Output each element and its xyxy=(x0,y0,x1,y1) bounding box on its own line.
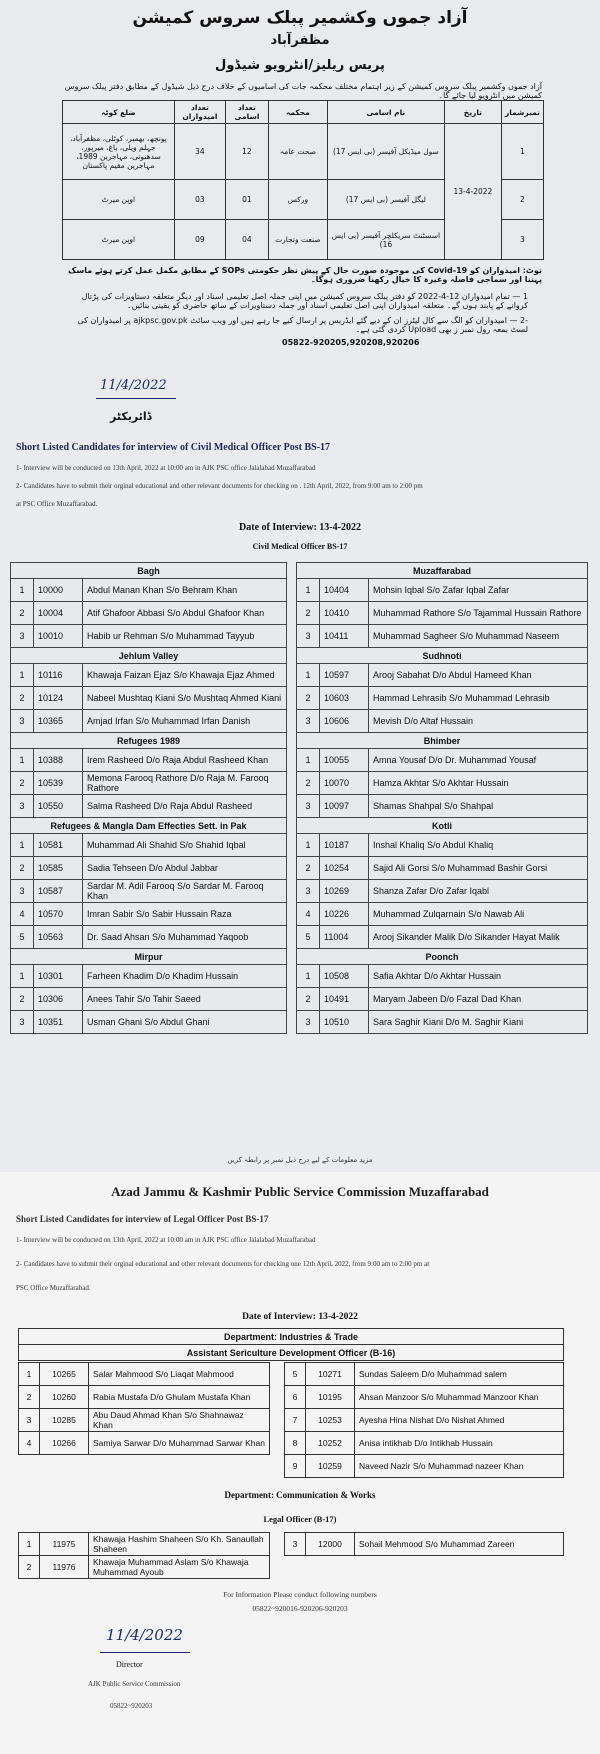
table-row xyxy=(297,926,588,949)
table-cell: اوپن میرٹ xyxy=(63,220,175,260)
instruction-2: 2- Candidates have to submit their orginal educational and other relevant documents for checking on . 12th April, 2022, from 9:00 am to 2:00 pm xyxy=(16,482,423,490)
roll-number: 10195 xyxy=(306,1386,355,1409)
candidate-name: Muhammad Rathore S/o Tajammal Hussain Rathore xyxy=(369,602,588,625)
col-header: ضلع کوٹہ xyxy=(63,101,175,124)
candidate-name: Maryam Jabeen D/o Fazal Dad Khan xyxy=(369,988,588,1011)
col-header: نمبرشمار xyxy=(501,101,543,124)
table-row xyxy=(297,834,588,857)
table-cell: 01 xyxy=(225,180,268,220)
candidate-name: Muhammad Zulqarnain S/o Nawab Ali xyxy=(369,903,588,926)
table-row xyxy=(297,710,588,733)
candidate-name: Imran Sabir S/o Sabir Hussain Raza xyxy=(83,903,287,926)
candidate-name: Shanza Zafar D/o Zafar Iqabl xyxy=(369,880,588,903)
candidate-name: Abu Daud Ahmad Khan S/o Shahnawaz Khan xyxy=(89,1409,270,1432)
table-cell: 1 xyxy=(501,124,543,180)
table-row xyxy=(11,988,287,1011)
roll-number: 10365 xyxy=(34,710,83,733)
signature-date: 11/4/2022 xyxy=(106,1626,183,1644)
table-row xyxy=(19,1386,270,1409)
serial-number: 1 xyxy=(11,749,34,772)
table-row xyxy=(297,880,588,903)
legal-shortlist-page xyxy=(0,1172,600,1754)
table-cell: لیگل آفیسر (بی ایس 17) xyxy=(327,180,444,220)
table-cell: صنعت وتجارت xyxy=(268,220,327,260)
post-label: Legal Officer (B-17) xyxy=(263,1514,337,1524)
candidate-name: Usman Ghani S/o Abdul Ghani xyxy=(83,1011,287,1034)
serial-number: 3 xyxy=(297,625,320,648)
serial-number: 2 xyxy=(19,1556,40,1579)
serial-number: 2 xyxy=(297,988,320,1011)
serial-number: 3 xyxy=(285,1533,306,1556)
table-row xyxy=(285,1455,564,1478)
table-row xyxy=(285,1409,564,1432)
table-row xyxy=(11,625,287,648)
candidate-name: Nabeel Mushtaq Kiani S/o Mushtaq Ahmed Kiani xyxy=(83,687,287,710)
info-line: For Information Please conduct following numbers xyxy=(223,1590,377,1599)
table-cell: 3 xyxy=(501,220,543,260)
table-row xyxy=(11,687,287,710)
post-title: Civil Medical Officer BS-17 xyxy=(252,542,348,551)
serial-number: 9 xyxy=(285,1455,306,1478)
candidate-name: Anees Tahir S/o Tahir Saeed xyxy=(83,988,287,1011)
roll-number: 10010 xyxy=(34,625,83,648)
office-name: AJK Public Service Commission xyxy=(88,1680,181,1688)
table-row xyxy=(297,602,588,625)
legal-right-table xyxy=(284,1532,564,1556)
table-cell: پونچھ، بھمبر، کوٹلی، مظفرآباد، جہلم ویلی، باغ، میرپور، سدھنوتی، مہاجرین 1989، مہاجرین مقیم پاکستان xyxy=(63,124,175,180)
instruction-3: at PSC Office Muzaffarabad. xyxy=(16,500,98,508)
serial-number: 3 xyxy=(19,1409,40,1432)
roll-number: 10301 xyxy=(34,965,83,988)
candidate-name: Sundas Saleem D/o Muhammad salem xyxy=(355,1363,564,1386)
roll-number: 10116 xyxy=(34,664,83,687)
table-cell: 03 xyxy=(174,180,225,220)
table-row xyxy=(11,749,287,772)
serial-number: 4 xyxy=(19,1432,40,1455)
table-row xyxy=(297,795,588,818)
candidate-name: Muhammad Ali Shahid S/o Shahid Iqbal xyxy=(83,834,287,857)
serial-number: 2 xyxy=(297,857,320,880)
table-row xyxy=(11,926,287,949)
candidate-name: Hammad Lehrasib S/o Muhammad Lehrasib xyxy=(369,687,588,710)
table-row xyxy=(297,664,588,687)
roll-number: 10070 xyxy=(320,772,369,795)
serial-number: 3 xyxy=(11,1011,34,1034)
serial-number: 4 xyxy=(297,903,320,926)
roll-number: 10510 xyxy=(320,1011,369,1034)
serial-number: 2 xyxy=(297,602,320,625)
table-row xyxy=(285,1363,564,1386)
serial-number: 2 xyxy=(11,988,34,1011)
signatory-title: Director xyxy=(116,1660,143,1669)
serial-number: 1 xyxy=(11,579,34,602)
district-header: Bagh xyxy=(11,563,287,579)
col-header: تعداد اسامی xyxy=(225,101,268,124)
candidate-name: Atif Ghafoor Abbasi S/o Abdul Ghafoor Khan xyxy=(83,602,287,625)
col-header: تاریخ xyxy=(444,101,501,124)
candidate-name: Salma Rasheed D/o Raja Abdul Rasheed xyxy=(83,795,287,818)
table-row xyxy=(19,1556,270,1579)
industries-band xyxy=(18,1328,564,1361)
table-cell: 34 xyxy=(174,124,225,180)
serial-number: 3 xyxy=(297,795,320,818)
signature-line xyxy=(96,398,176,399)
table-row xyxy=(11,664,287,687)
candidate-name: Rabia Mustafa D/o Ghulam Mustafa Khan xyxy=(89,1386,270,1409)
roll-number: 10351 xyxy=(34,1011,83,1034)
cmo-left-table xyxy=(10,562,287,1034)
table-row xyxy=(297,903,588,926)
urdu-intro: آزاد جموں وکشمیر پبلک سروس کمیشن کے زیر اہتمام مختلف محکمہ جات کی اسامیوں کے خلاف درج ذیل شیڈول کے مطابق دفتر پبلک سروس کمیشن میں انٹرویو لیا جائے گا۔ xyxy=(64,82,542,100)
candidate-name: Mohsin Iqbal S/o Zafar Iqbal Zafar xyxy=(369,579,588,602)
serial-number: 3 xyxy=(11,625,34,648)
urdu-press-release xyxy=(0,0,600,432)
roll-number: 10252 xyxy=(306,1432,355,1455)
roll-number: 10570 xyxy=(34,903,83,926)
urdu-subtitle: پریس ریلیز/انٹرویو شیڈول xyxy=(215,58,385,73)
district-header: Sudhnoti xyxy=(297,648,588,664)
district-header: Kotli xyxy=(297,818,588,834)
table-row xyxy=(11,834,287,857)
table-row xyxy=(285,1533,564,1556)
note-text: امیدواران کو الگ سے کال لیٹرز ان کے دیے گئے ایڈریس پر ارسال کیے جا رہے ہیں اور ویب سائٹ ajkpsc.gov.pk پر امیدواران کی لسٹ بمعہ رول نمبر ز بھی Upload کردی گئی ہے۔ xyxy=(77,316,528,334)
legal-left-table xyxy=(18,1532,270,1579)
district-header: Muzaffarabad xyxy=(297,563,588,579)
serial-number: 2 xyxy=(19,1386,40,1409)
org-title: Azad Jammu & Kashmir Public Service Commission Muzaffarabad xyxy=(111,1184,489,1199)
candidate-name: Khawaja Faizan Ejaz S/o Khawaja Ejaz Ahmed xyxy=(83,664,287,687)
instruction-2: 2- Candidates have to submit their orginal educational and other relevant documents for checking one 12th April, 2022, from 9:00 am to 2:00 pm at xyxy=(16,1260,430,1268)
candidate-name: Samiya Sarwar D/o Muhammad Sarwar Khan xyxy=(89,1432,270,1455)
serial-number: 3 xyxy=(297,710,320,733)
roll-number: 10306 xyxy=(34,988,83,1011)
table-row xyxy=(11,602,287,625)
candidate-name: Arooj Sabahat D/o Abdul Hameed Khan xyxy=(369,664,588,687)
table-cell: صحت عامہ xyxy=(268,124,327,180)
table-row xyxy=(19,1409,270,1432)
urdu-notes: نوٹ: امیدواران کو Covid-19 کی موجودہ صورت حال کے پیش نظر حکومتی SOPs کے مطابق مکمل عمل کرتے ہوئے ماسک پہننا اور سماجی فاصلہ وغیرہ کا خیال رکھنا ضروری ہوگا۔ 1 — تمام امیدواران 12-4-2022 کو دفتر پبلک سروس کمیشن میں اپنی جملہ اصل تعلیمی اسناد اور دیگر متعلقہ دستاویزات کی پڑتال کروانے کے پابند ہوں گے۔ متعلقہ امیدواران اپنی اصل تعلیمی اسناد اور جملہ دستاویزات کے ساتھ حاضری کو یقینی بنائیں۔ -2 — امیدواران کو الگ سے کال لیٹرز ان کے دیے گئے ایڈریس پر ارسال کیے جا رہے ہیں اور ویب سائٹ ajkpsc.gov.pk پر امیدواران کی لسٹ بمعہ رول نمبر ز بھی Upload کردی گئی ہے۔ 05822-920205,920208,920206 xyxy=(62,266,542,347)
candidate-name: Hamza Akhtar S/o Akhtar Hussain xyxy=(369,772,588,795)
table-row xyxy=(297,749,588,772)
signature-line xyxy=(100,1652,190,1653)
serial-number: 2 xyxy=(11,687,34,710)
candidate-name: Khawaja Hashim Shaheen S/o Kh. Sanaullah Shaheen xyxy=(89,1533,270,1556)
candidate-name: Sohail Mehmood S/o Muhammad Zareen xyxy=(355,1533,564,1556)
cmo-right-table xyxy=(296,562,588,1034)
roll-number: 10508 xyxy=(320,965,369,988)
page-footer: مزید معلومات کے لیے درج ذیل نمبر پر رابطہ کریں xyxy=(227,1156,373,1164)
signature-date: 11/4/2022 xyxy=(100,378,167,393)
roll-number: 10410 xyxy=(320,602,369,625)
instruction-3: PSC Office Muzaffarabad. xyxy=(16,1284,91,1292)
table-row xyxy=(297,687,588,710)
table-cell: ورکس xyxy=(268,180,327,220)
table-cell: سول میڈیکل آفیسر (بی ایس 17) xyxy=(327,124,444,180)
candidate-name: Sadia Tehseen D/o Abdul Jabbar xyxy=(83,857,287,880)
serial-number: 1 xyxy=(11,834,34,857)
urdu-city: مظفرآباد xyxy=(270,33,330,48)
candidate-name: Amna Yousaf D/o Dr. Muhammad Yousaf xyxy=(369,749,588,772)
candidate-name: Inshal Khaliq S/o Abdul Khaliq xyxy=(369,834,588,857)
candidate-name: Abdul Manan Khan S/o Behram Khan xyxy=(83,579,287,602)
serial-number: 2 xyxy=(297,687,320,710)
serial-number: 7 xyxy=(285,1409,306,1432)
note-main: امیدواران کو Covid-19 کی موجودہ صورت حال کے پیش نظر حکومتی SOPs کے مطابق مکمل عمل کرتے ہوئے ماسک پہننا اور سماجی فاصلہ وغیرہ کا خیال رکھنا ضروری ہوگا۔ xyxy=(68,266,542,284)
table-row xyxy=(11,1011,287,1034)
district-header: Refugees 1989 xyxy=(11,733,287,749)
serial-number: 1 xyxy=(297,834,320,857)
serial-number: 5 xyxy=(11,926,34,949)
district-header: Jehlum Valley xyxy=(11,648,287,664)
candidate-name: Sardar M. Adil Farooq S/o Sardar M. Farooq Khan xyxy=(83,880,287,903)
interview-date: 13-4-2022 xyxy=(444,124,501,260)
candidate-name: Mevish D/o Altaf Hussain xyxy=(369,710,588,733)
interview-date: Date of Interview: 13-4-2022 xyxy=(242,1312,358,1322)
roll-number: 10404 xyxy=(320,579,369,602)
roll-number: 11976 xyxy=(40,1556,89,1579)
roll-number: 10226 xyxy=(320,903,369,926)
roll-number: 11975 xyxy=(40,1533,89,1556)
col-header: نام اسامی xyxy=(327,101,444,124)
roll-number: 10491 xyxy=(320,988,369,1011)
candidate-name: Ayesha Hina Nishat D/o Nishat Ahmed xyxy=(355,1409,564,1432)
candidate-name: Habib ur Rehman S/o Muhammad Tayyub xyxy=(83,625,287,648)
district-header: Poonch xyxy=(297,949,588,965)
sericulture-right-table xyxy=(284,1362,564,1478)
roll-number: 10271 xyxy=(306,1363,355,1386)
serial-number: 5 xyxy=(297,926,320,949)
serial-number: 4 xyxy=(11,903,34,926)
serial-number: 5 xyxy=(285,1363,306,1386)
roll-number: 10004 xyxy=(34,602,83,625)
table-row xyxy=(11,965,287,988)
candidate-name: Anisa intikhab D/o Intikhab Hussain xyxy=(355,1432,564,1455)
serial-number: 3 xyxy=(11,710,34,733)
urdu-title: آزاد جموں وکشمیر پبلک سروس کمیشن xyxy=(132,8,468,28)
roll-number: 10585 xyxy=(34,857,83,880)
office-phone: 05822~920203 xyxy=(110,1702,153,1710)
candidate-name: Naveed Nazir S/o Muhammad nazeer Khan xyxy=(355,1455,564,1478)
roll-number: 10260 xyxy=(40,1386,89,1409)
phone-numbers: 05822-920205,920208,920206 xyxy=(282,338,420,347)
roll-number: 10581 xyxy=(34,834,83,857)
table-cell: اسسٹنٹ سریکلچر آفیسر (بی ایس 16) xyxy=(327,220,444,260)
department-label: Department: Industries & Trade xyxy=(19,1329,564,1345)
serial-number: 3 xyxy=(11,880,34,903)
table-row xyxy=(11,903,287,926)
serial-number: 2 xyxy=(11,602,34,625)
note-text: تمام امیدواران 12-4-2022 کو دفتر پبلک سروس کمیشن میں اپنی جملہ اصل تعلیمی اسناد اور دیگر متعلقہ دستاویزات کی پڑتال کروانے کے پابند ہوں گے۔ متعلقہ امیدواران اپنی اصل تعلیمی اسناد اور جملہ دستاویزات کے ساتھ حاضری کو یقینی بنائیں۔ xyxy=(81,292,528,310)
table-row xyxy=(11,880,287,903)
roll-number: 10597 xyxy=(320,664,369,687)
candidate-name: Irem Rasheed D/o Raja Abdul Rasheed Khan xyxy=(83,749,287,772)
serial-number: 1 xyxy=(297,664,320,687)
post-label: Assistant Sericulture Development Officer (B-16) xyxy=(19,1345,564,1361)
roll-number: 10603 xyxy=(320,687,369,710)
table-row xyxy=(11,772,287,795)
roll-number: 10550 xyxy=(34,795,83,818)
serial-number: 1 xyxy=(297,579,320,602)
table-cell: 2 xyxy=(501,180,543,220)
roll-number: 10411 xyxy=(320,625,369,648)
district-header: Mirpur xyxy=(11,949,287,965)
table-row xyxy=(297,988,588,1011)
roll-number: 10253 xyxy=(306,1409,355,1432)
roll-number: 11004 xyxy=(320,926,369,949)
serial-number: 6 xyxy=(285,1386,306,1409)
candidate-name: Arooj Sikander Malik D/o Sikander Hayat Malik xyxy=(369,926,588,949)
info-phones: 05822~920016-920206-920203 xyxy=(252,1604,348,1613)
serial-number: 8 xyxy=(285,1432,306,1455)
candidate-name: Farheen Khadim D/o Khadim Hussain xyxy=(83,965,287,988)
roll-number: 10259 xyxy=(306,1455,355,1478)
table-cell: 04 xyxy=(225,220,268,260)
note-label: نوٹ: xyxy=(522,266,542,275)
urdu-schedule-table xyxy=(62,100,544,260)
roll-number: 10254 xyxy=(320,857,369,880)
serial-number: 2 xyxy=(297,772,320,795)
candidate-name: Sajid Ali Gorsi S/o Muhammad Bashir Gorsi xyxy=(369,857,588,880)
table-row xyxy=(11,579,287,602)
table-row xyxy=(297,965,588,988)
cmo-shortlist-page xyxy=(0,432,600,1172)
serial-number: 3 xyxy=(11,795,34,818)
serial-number: 1 xyxy=(11,664,34,687)
serial-number: 1 xyxy=(297,749,320,772)
table-row xyxy=(11,710,287,733)
department-label: Department: Communication & Works xyxy=(224,1490,376,1500)
table-row xyxy=(297,1011,588,1034)
candidate-name: Safia Akhtar D/o Akhtar Hussain xyxy=(369,965,588,988)
table-cell: 12 xyxy=(225,124,268,180)
roll-number: 10563 xyxy=(34,926,83,949)
serial-number: 3 xyxy=(297,1011,320,1034)
serial-number: 3 xyxy=(297,880,320,903)
serial-number: 2 xyxy=(11,772,34,795)
roll-number: 10187 xyxy=(320,834,369,857)
note-number: -2 xyxy=(520,316,528,325)
signatory-title: ڈائریکٹر xyxy=(110,410,152,423)
serial-number: 2 xyxy=(11,857,34,880)
serial-number: 1 xyxy=(11,965,34,988)
candidate-name: Sara Saghir Kiani D/o M. Saghir Kiani xyxy=(369,1011,588,1034)
sericulture-left-table xyxy=(18,1362,270,1455)
table-row xyxy=(285,1432,564,1455)
table-row xyxy=(297,625,588,648)
candidate-name: Muhammad Sagheer S/o Muhammad Naseem xyxy=(369,625,588,648)
table-row xyxy=(19,1432,270,1455)
roll-number: 10587 xyxy=(34,880,83,903)
roll-number: 10606 xyxy=(320,710,369,733)
roll-number: 10388 xyxy=(34,749,83,772)
table-row xyxy=(297,772,588,795)
roll-number: 10265 xyxy=(40,1363,89,1386)
table-row xyxy=(285,1386,564,1409)
interview-date: Date of Interview: 13-4-2022 xyxy=(239,522,361,533)
table-row xyxy=(11,795,287,818)
roll-number: 10269 xyxy=(320,880,369,903)
roll-number: 10539 xyxy=(34,772,83,795)
roll-number: 10000 xyxy=(34,579,83,602)
candidate-name: Ahsan Manzoor S/o Muhammad Manzoor Khan xyxy=(355,1386,564,1409)
cmo-heading: Short Listed Candidates for interview of Civil Medical Officer Post BS-17 xyxy=(16,442,331,453)
table-row xyxy=(11,857,287,880)
roll-number: 10055 xyxy=(320,749,369,772)
roll-number: 10285 xyxy=(40,1409,89,1432)
table-row xyxy=(19,1363,270,1386)
instruction-1: 1- Interview will be conducted on 13th April, 2022 at 10:00 am in AJK PSC office Jalalabad Muzaffarabad xyxy=(16,464,316,472)
candidate-name: Amjad Irfan S/o Muhammad Irfan Danish xyxy=(83,710,287,733)
note-number: 1 xyxy=(522,292,528,301)
col-header: تعداد امیدواران xyxy=(174,101,225,124)
district-header: Bhimber xyxy=(297,733,588,749)
serial-number: 1 xyxy=(297,965,320,988)
table-row xyxy=(297,857,588,880)
serial-number: 1 xyxy=(19,1363,40,1386)
candidate-name: Salar Mahmood S/o Liaqat Mahmood xyxy=(89,1363,270,1386)
table-row xyxy=(297,579,588,602)
candidate-name: Dr. Saad Ahsan S/o Muhammad Yaqoob xyxy=(83,926,287,949)
legal-heading: Short Listed Candidates for interview of Legal Officer Post BS-17 xyxy=(16,1214,269,1224)
roll-number: 10124 xyxy=(34,687,83,710)
candidate-name: Shamas Shahpal S/o Shahpal xyxy=(369,795,588,818)
table-cell: 09 xyxy=(174,220,225,260)
candidate-name: Memona Farooq Rathore D/o Raja M. Farooq Rathore xyxy=(83,772,287,795)
candidate-name: Khawaja Muhammad Aslam S/o Khawaja Muhammad Ayoub xyxy=(89,1556,270,1579)
roll-number: 10097 xyxy=(320,795,369,818)
table-cell: اوپن میرٹ xyxy=(63,180,175,220)
roll-number: 10266 xyxy=(40,1432,89,1455)
serial-number: 1 xyxy=(19,1533,40,1556)
col-header: محکمہ xyxy=(268,101,327,124)
table-row xyxy=(19,1533,270,1556)
instruction-1: 1- Interview will be conducted on 13th April, 2022 at 10:00 am in AJK PSC office Jalalabad Muzaffarabad xyxy=(16,1236,316,1244)
roll-number: 12000 xyxy=(306,1533,355,1556)
district-header: Refugees & Mangla Dam Effecties Sett. in Pak xyxy=(11,818,287,834)
